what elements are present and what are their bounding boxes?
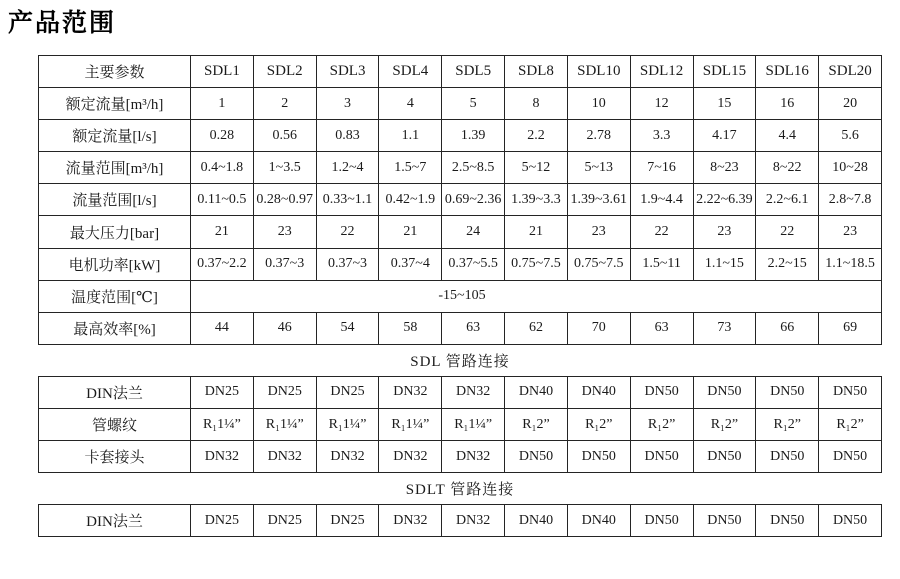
row-label: 流量范围[l/s]: [39, 184, 191, 216]
value-cell: 4: [379, 88, 442, 120]
value-cell: R₁2”: [630, 409, 693, 441]
value-cell: DN50: [756, 441, 819, 473]
value-cell: DN32: [316, 441, 379, 473]
value-cell: DN50: [630, 441, 693, 473]
model-header-cell: SDL5: [442, 56, 505, 88]
value-cell: 2.78: [567, 120, 630, 152]
model-header-cell: SDL15: [693, 56, 756, 88]
value-cell: 0.37~2.2: [191, 248, 254, 280]
value-cell: 0.33~1.1: [316, 184, 379, 216]
model-header-cell: SDL20: [819, 56, 882, 88]
value-cell: 21: [505, 216, 568, 248]
value-cell: 70: [567, 312, 630, 344]
value-cell: R₁2”: [693, 409, 756, 441]
value-cell: DN50: [693, 376, 756, 408]
table-row: [39, 88, 882, 120]
value-cell: DN40: [567, 376, 630, 408]
value-cell: 21: [379, 216, 442, 248]
value-cell: R₁1¼”: [253, 409, 316, 441]
value-cell: 0.37~5.5: [442, 248, 505, 280]
value-cell: 4.4: [756, 120, 819, 152]
value-cell: R₁1¼”: [379, 409, 442, 441]
value-cell: DN32: [253, 441, 316, 473]
value-cell: DN50: [819, 376, 882, 408]
value-cell: 22: [630, 216, 693, 248]
value-cell: 2.22~6.39: [693, 184, 756, 216]
value-cell: 23: [253, 216, 316, 248]
model-header-cell: SDL2: [253, 56, 316, 88]
value-cell: 69: [819, 312, 882, 344]
value-cell: DN32: [379, 376, 442, 408]
value-cell: 5~13: [567, 152, 630, 184]
value-cell: DN50: [756, 505, 819, 537]
value-cell: 1.1: [379, 120, 442, 152]
model-header-cell: SDL4: [379, 56, 442, 88]
value-cell: DN50: [567, 441, 630, 473]
value-cell: DN25: [253, 376, 316, 408]
value-cell: DN50: [693, 505, 756, 537]
value-cell: DN50: [819, 505, 882, 537]
table-body: [39, 56, 882, 537]
value-cell: 0.37~4: [379, 248, 442, 280]
value-cell: 1~3.5: [253, 152, 316, 184]
value-cell: 0.37~3: [316, 248, 379, 280]
value-cell: 0.4~1.8: [191, 152, 254, 184]
value-cell: 8~23: [693, 152, 756, 184]
table-row: [39, 409, 882, 441]
value-cell: 1.39~3.3: [505, 184, 568, 216]
table-row: [39, 248, 882, 280]
value-cell: DN32: [442, 441, 505, 473]
value-cell: 2: [253, 88, 316, 120]
value-cell: DN50: [505, 441, 568, 473]
section-title: SDL 管路连接: [39, 344, 882, 376]
table-row: [39, 56, 882, 88]
table-row: [39, 184, 882, 216]
value-cell: DN50: [630, 376, 693, 408]
params-header-cell: 主要参数: [39, 56, 191, 88]
row-label: 卡套接头: [39, 441, 191, 473]
value-cell: DN50: [693, 441, 756, 473]
model-header-cell: SDL12: [630, 56, 693, 88]
model-header-cell: SDL8: [505, 56, 568, 88]
model-header-cell: SDL16: [756, 56, 819, 88]
value-cell: 54: [316, 312, 379, 344]
value-cell: 1.2~4: [316, 152, 379, 184]
value-cell: 3.3: [630, 120, 693, 152]
value-cell: 1.1~15: [693, 248, 756, 280]
table-row: [39, 312, 882, 344]
value-cell: 1.9~4.4: [630, 184, 693, 216]
row-label: 额定流量[l/s]: [39, 120, 191, 152]
value-cell: DN50: [630, 505, 693, 537]
value-cell: 1.5~7: [379, 152, 442, 184]
row-label: 电机功率[kW]: [39, 248, 191, 280]
value-cell: 66: [756, 312, 819, 344]
value-cell: 5: [442, 88, 505, 120]
value-cell: DN50: [756, 376, 819, 408]
value-cell: R₁1¼”: [191, 409, 254, 441]
value-cell: DN25: [191, 376, 254, 408]
value-cell: 22: [316, 216, 379, 248]
value-cell: 8: [505, 88, 568, 120]
value-cell: 1.5~11: [630, 248, 693, 280]
value-cell: 22: [756, 216, 819, 248]
value-cell: 21: [191, 216, 254, 248]
value-cell: DN25: [191, 505, 254, 537]
value-cell: 58: [379, 312, 442, 344]
value-cell: 0.56: [253, 120, 316, 152]
value-cell: 63: [442, 312, 505, 344]
row-label: DIN法兰: [39, 376, 191, 408]
span-value: -15~105: [438, 288, 486, 304]
row-label: 管螺纹: [39, 409, 191, 441]
value-cell: 4.17: [693, 120, 756, 152]
value-cell: 0.69~2.36: [442, 184, 505, 216]
value-cell: DN40: [567, 505, 630, 537]
value-cell: R₁1¼”: [442, 409, 505, 441]
row-label: 最高效率[%]: [39, 312, 191, 344]
value-cell: 8~22: [756, 152, 819, 184]
table-row: [39, 441, 882, 473]
value-cell: 1: [191, 88, 254, 120]
value-cell: 20: [819, 88, 882, 120]
model-header-cell: SDL1: [191, 56, 254, 88]
value-cell: 3: [316, 88, 379, 120]
value-cell: 1.39: [442, 120, 505, 152]
span-value-cell: [191, 280, 882, 312]
section-title: SDLT 管路连接: [39, 473, 882, 505]
value-cell: 62: [505, 312, 568, 344]
row-label: DIN法兰: [39, 505, 191, 537]
value-cell: 5~12: [505, 152, 568, 184]
table-row: [39, 120, 882, 152]
row-label: 流量范围[m³/h]: [39, 152, 191, 184]
value-cell: 0.28: [191, 120, 254, 152]
value-cell: 10~28: [819, 152, 882, 184]
value-cell: 12: [630, 88, 693, 120]
value-cell: 63: [630, 312, 693, 344]
model-header-cell: SDL10: [567, 56, 630, 88]
page-title: 产品范围: [8, 9, 117, 37]
value-cell: 0.42~1.9: [379, 184, 442, 216]
table-row: [39, 152, 882, 184]
table-row: [39, 376, 882, 408]
value-cell: DN25: [253, 505, 316, 537]
value-cell: 2.2~15: [756, 248, 819, 280]
value-cell: DN40: [505, 505, 568, 537]
value-cell: R₁2”: [505, 409, 568, 441]
value-cell: 24: [442, 216, 505, 248]
table-row: [39, 216, 882, 248]
row-label: 温度范围[℃]: [39, 280, 191, 312]
table-row: [39, 280, 882, 312]
value-cell: R₁2”: [819, 409, 882, 441]
value-cell: DN32: [379, 505, 442, 537]
value-cell: 7~16: [630, 152, 693, 184]
row-label: 额定流量[m³/h]: [39, 88, 191, 120]
product-spec-table: [38, 55, 882, 537]
table-row: [39, 505, 882, 537]
value-cell: 16: [756, 88, 819, 120]
value-cell: 0.75~7.5: [567, 248, 630, 280]
value-cell: 2.8~7.8: [819, 184, 882, 216]
value-cell: R₁2”: [567, 409, 630, 441]
value-cell: 2.2: [505, 120, 568, 152]
value-cell: R₁1¼”: [316, 409, 379, 441]
value-cell: 0.11~0.5: [191, 184, 254, 216]
value-cell: 23: [819, 216, 882, 248]
value-cell: 15: [693, 88, 756, 120]
section-banner-row: [39, 473, 882, 505]
value-cell: 0.28~0.97: [253, 184, 316, 216]
value-cell: 44: [191, 312, 254, 344]
value-cell: DN50: [819, 441, 882, 473]
row-label: 最大压力[bar]: [39, 216, 191, 248]
value-cell: DN32: [379, 441, 442, 473]
value-cell: DN40: [505, 376, 568, 408]
value-cell: 23: [567, 216, 630, 248]
value-cell: DN32: [442, 376, 505, 408]
value-cell: 2.5~8.5: [442, 152, 505, 184]
model-header-cell: SDL3: [316, 56, 379, 88]
value-cell: 2.2~6.1: [756, 184, 819, 216]
value-cell: DN25: [316, 376, 379, 408]
section-banner-row: [39, 344, 882, 376]
value-cell: 73: [693, 312, 756, 344]
value-cell: DN32: [442, 505, 505, 537]
value-cell: 1.1~18.5: [819, 248, 882, 280]
value-cell: DN25: [316, 505, 379, 537]
value-cell: 23: [693, 216, 756, 248]
value-cell: 5.6: [819, 120, 882, 152]
value-cell: 10: [567, 88, 630, 120]
value-cell: DN32: [191, 441, 254, 473]
value-cell: 0.83: [316, 120, 379, 152]
value-cell: 46: [253, 312, 316, 344]
value-cell: 0.37~3: [253, 248, 316, 280]
value-cell: 0.75~7.5: [505, 248, 568, 280]
value-cell: 1.39~3.61: [567, 184, 630, 216]
value-cell: R₁2”: [756, 409, 819, 441]
